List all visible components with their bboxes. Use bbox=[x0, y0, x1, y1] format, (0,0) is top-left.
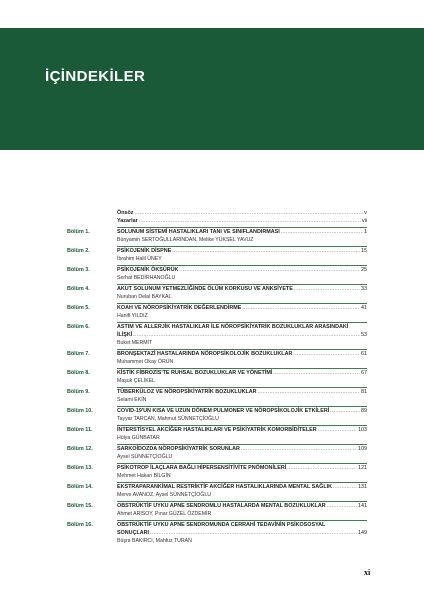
chapter-authors: Muhammet Okay ÖRÜN bbox=[117, 359, 174, 365]
chapter-authors: Hanifi YILDIZ bbox=[117, 313, 148, 319]
chapter-title: PSİKOJENİK ÖKSÜRÜK bbox=[117, 267, 179, 273]
leader-dots bbox=[293, 351, 360, 357]
leader-dots bbox=[150, 530, 357, 536]
chapter-authors: Buket MERMİT bbox=[117, 340, 153, 346]
divider bbox=[117, 368, 367, 369]
leader-dots bbox=[258, 389, 360, 395]
chapter-page: 15 bbox=[361, 248, 367, 254]
toc-entry-page: vii bbox=[361, 218, 367, 224]
chapter-title: OBSTRÜKTİF UYKU APNE SENDROMLU HASTALARDA MENTAL BOZUKLUKLAR bbox=[117, 503, 326, 509]
chapter-authors: Bünyamin SERTOĞULLARINDAN, Melike YÜKSEL YAVUZ bbox=[117, 237, 254, 243]
chapter-number: Bölüm 9. bbox=[67, 389, 90, 395]
divider bbox=[117, 227, 367, 228]
chapter-page: 33 bbox=[361, 286, 367, 292]
leader-dots bbox=[333, 484, 357, 490]
chapter-title: PSİKOJENİK DİSPNE bbox=[117, 248, 172, 254]
divider bbox=[117, 425, 367, 426]
page-number: xi bbox=[364, 568, 371, 577]
chapter-number: Bölüm 13. bbox=[67, 465, 93, 471]
chapter-title-continued: İLİŞKİ bbox=[117, 332, 133, 338]
leader-dots bbox=[241, 446, 357, 452]
chapter-page: 149 bbox=[358, 530, 367, 536]
header-band bbox=[0, 28, 424, 150]
chapter-authors: Tayyar TARCAN, Mahmut SÜNNETÇİOĞLU bbox=[117, 416, 219, 422]
leader-dots bbox=[281, 229, 363, 235]
chapter-number: Bölüm 8. bbox=[67, 370, 90, 376]
chapter-title: ASTIM VE ALLERJİK HASTALIKLAR İLE NÖROPSİKİYATRİK BOZUKLUKLAR ARASINDAKİ bbox=[117, 324, 349, 330]
divider bbox=[117, 303, 367, 304]
chapter-number: Bölüm 2. bbox=[67, 248, 90, 254]
chapter-authors: Merve AVANOZ, Aysel SÜNNETÇİOĞLU bbox=[117, 492, 211, 498]
chapter-number: Bölüm 7. bbox=[67, 351, 90, 357]
chapter-title: BRONŞEKTAZİ HASTALARINDA NÖROPSİKOLOJİK BOZUKLUKLAR bbox=[117, 351, 293, 357]
chapter-authors: İbrahim Halil ÜNEY bbox=[117, 256, 162, 262]
chapter-page: 67 bbox=[361, 370, 367, 376]
chapter-number: Bölüm 10. bbox=[67, 408, 93, 414]
divider bbox=[117, 482, 367, 483]
chapter-number: Bölüm 4. bbox=[67, 286, 90, 292]
divider bbox=[117, 444, 367, 445]
chapter-number: Bölüm 3. bbox=[67, 267, 90, 273]
chapter-title: KİSTİK FİBROZİS'TE RUHSAL BOZUKLUKLAR VE YÖNETİMİ bbox=[117, 370, 273, 376]
leader-dots bbox=[179, 267, 360, 273]
chapter-authors: Aysel SÜNNETÇİOĞLU bbox=[117, 454, 173, 460]
divider bbox=[117, 265, 367, 266]
chapter-authors: Hülya GÜNBATAR bbox=[117, 435, 160, 441]
chapter-authors: Selami EKİN bbox=[117, 397, 147, 403]
chapter-page: 53 bbox=[361, 332, 367, 338]
leader-dots bbox=[294, 286, 360, 292]
chapter-title: PSİKOTROP İLAÇLARA BAĞLI HİPERSENSİTİVİTE PNÖMONİLERİ bbox=[117, 465, 287, 471]
toc-entry-page: v bbox=[364, 210, 367, 216]
chapter-title: SARKOİDOZDA NÖROPSİKİYATRİK SORUNLAR bbox=[117, 446, 240, 452]
chapter-page: 131 bbox=[358, 484, 367, 490]
page-title: İÇİNDEKİLER bbox=[45, 68, 146, 85]
chapter-authors: Maşuk ÇELİKEL bbox=[117, 378, 156, 384]
chapter-authors: Mehmet Hakan BİLGİN bbox=[117, 473, 171, 479]
chapter-number: Bölüm 14. bbox=[67, 484, 93, 490]
chapter-page: 25 bbox=[361, 267, 367, 273]
chapter-page: 121 bbox=[358, 465, 367, 471]
chapter-number: Bölüm 16. bbox=[67, 522, 93, 528]
divider bbox=[117, 246, 367, 247]
divider bbox=[117, 501, 367, 502]
chapter-number: Bölüm 12. bbox=[67, 446, 93, 452]
chapter-page: 1 bbox=[364, 229, 367, 235]
chapter-title: SOLUNUM SİSTEMİ HASTALIKLARI TANI VE SINIFLANDIRMASI bbox=[117, 229, 280, 235]
chapter-authors: Büşra BAKIRCI, Mahfuz TURAN bbox=[117, 538, 192, 544]
divider bbox=[117, 520, 367, 521]
chapter-authors: Ahmet ARISOY, Pınar GÜZEL ÖZDEMİR bbox=[117, 511, 212, 517]
leader-dots bbox=[242, 305, 360, 311]
chapter-title: AKUT SOLUNUM YETMEZLİĞİNDE ÖLÜM KORKUSU VE ANKSİYETE bbox=[117, 286, 293, 292]
chapter-page: 103 bbox=[358, 427, 367, 433]
leader-dots bbox=[287, 465, 357, 471]
divider bbox=[117, 406, 367, 407]
leader-dots bbox=[139, 218, 361, 224]
leader-dots bbox=[330, 408, 360, 414]
chapter-page: 41 bbox=[361, 305, 367, 311]
chapter-authors: Nuruban Delal BAYKAL bbox=[117, 294, 172, 300]
divider bbox=[117, 463, 367, 464]
divider bbox=[117, 349, 367, 350]
divider bbox=[117, 387, 367, 388]
toc-entry-title: Yazarlar bbox=[117, 218, 138, 224]
chapter-title: İNTERSTİSYEL AKCİĞER HASTALIKLARI VE PSİKİYATRİK KOMORBİDİTELER bbox=[117, 427, 317, 433]
leader-dots bbox=[172, 248, 360, 254]
chapter-number: Bölüm 15. bbox=[67, 503, 93, 509]
chapter-title: KOAH VE NÖROPSİKİYATRİK DEĞERLENDİRME bbox=[117, 305, 242, 311]
leader-dots bbox=[273, 370, 360, 376]
chapter-authors: Serhat BEDİRHANOĞLU bbox=[117, 275, 176, 281]
divider bbox=[117, 322, 367, 323]
chapter-page: 109 bbox=[358, 446, 367, 452]
chapter-page: 81 bbox=[361, 389, 367, 395]
chapter-page: 89 bbox=[361, 408, 367, 414]
chapter-number: Bölüm 11. bbox=[67, 427, 93, 433]
chapter-title: OBSTRÜKTİF UYKU APNE SENDROMUNDA CERRAHİ TEDAVİNİN PSİKOSOSYAL bbox=[117, 522, 326, 528]
chapter-number: Bölüm 5. bbox=[67, 305, 90, 311]
chapter-page: 141 bbox=[358, 503, 367, 509]
chapter-title: COVID-19'UN KISA VE UZUN DÖNEM PULMONER VE NÖROPSİKOLOJİK ETKİLERİ bbox=[117, 408, 330, 414]
chapter-title: TÜBERKÜLOZ VE NÖROPSİKİYATRİK BOZUKLUKLAR bbox=[117, 389, 257, 395]
chapter-page: 61 bbox=[361, 351, 367, 357]
leader-dots bbox=[327, 503, 357, 509]
leader-dots bbox=[134, 210, 363, 216]
chapter-number: Bölüm 1. bbox=[67, 229, 90, 235]
leader-dots bbox=[133, 332, 360, 338]
chapter-number: Bölüm 6. bbox=[67, 324, 90, 330]
chapter-title-continued: SONUÇLARI bbox=[117, 530, 150, 536]
divider bbox=[117, 284, 367, 285]
chapter-title: EKSTRAPARANKİMAL RESTRİKTİF AKCİĞER HASTALIKLARINDA MENTAL SAĞLIK bbox=[117, 484, 333, 490]
toc-entry-title: Önsöz bbox=[117, 210, 134, 216]
leader-dots bbox=[318, 427, 357, 433]
